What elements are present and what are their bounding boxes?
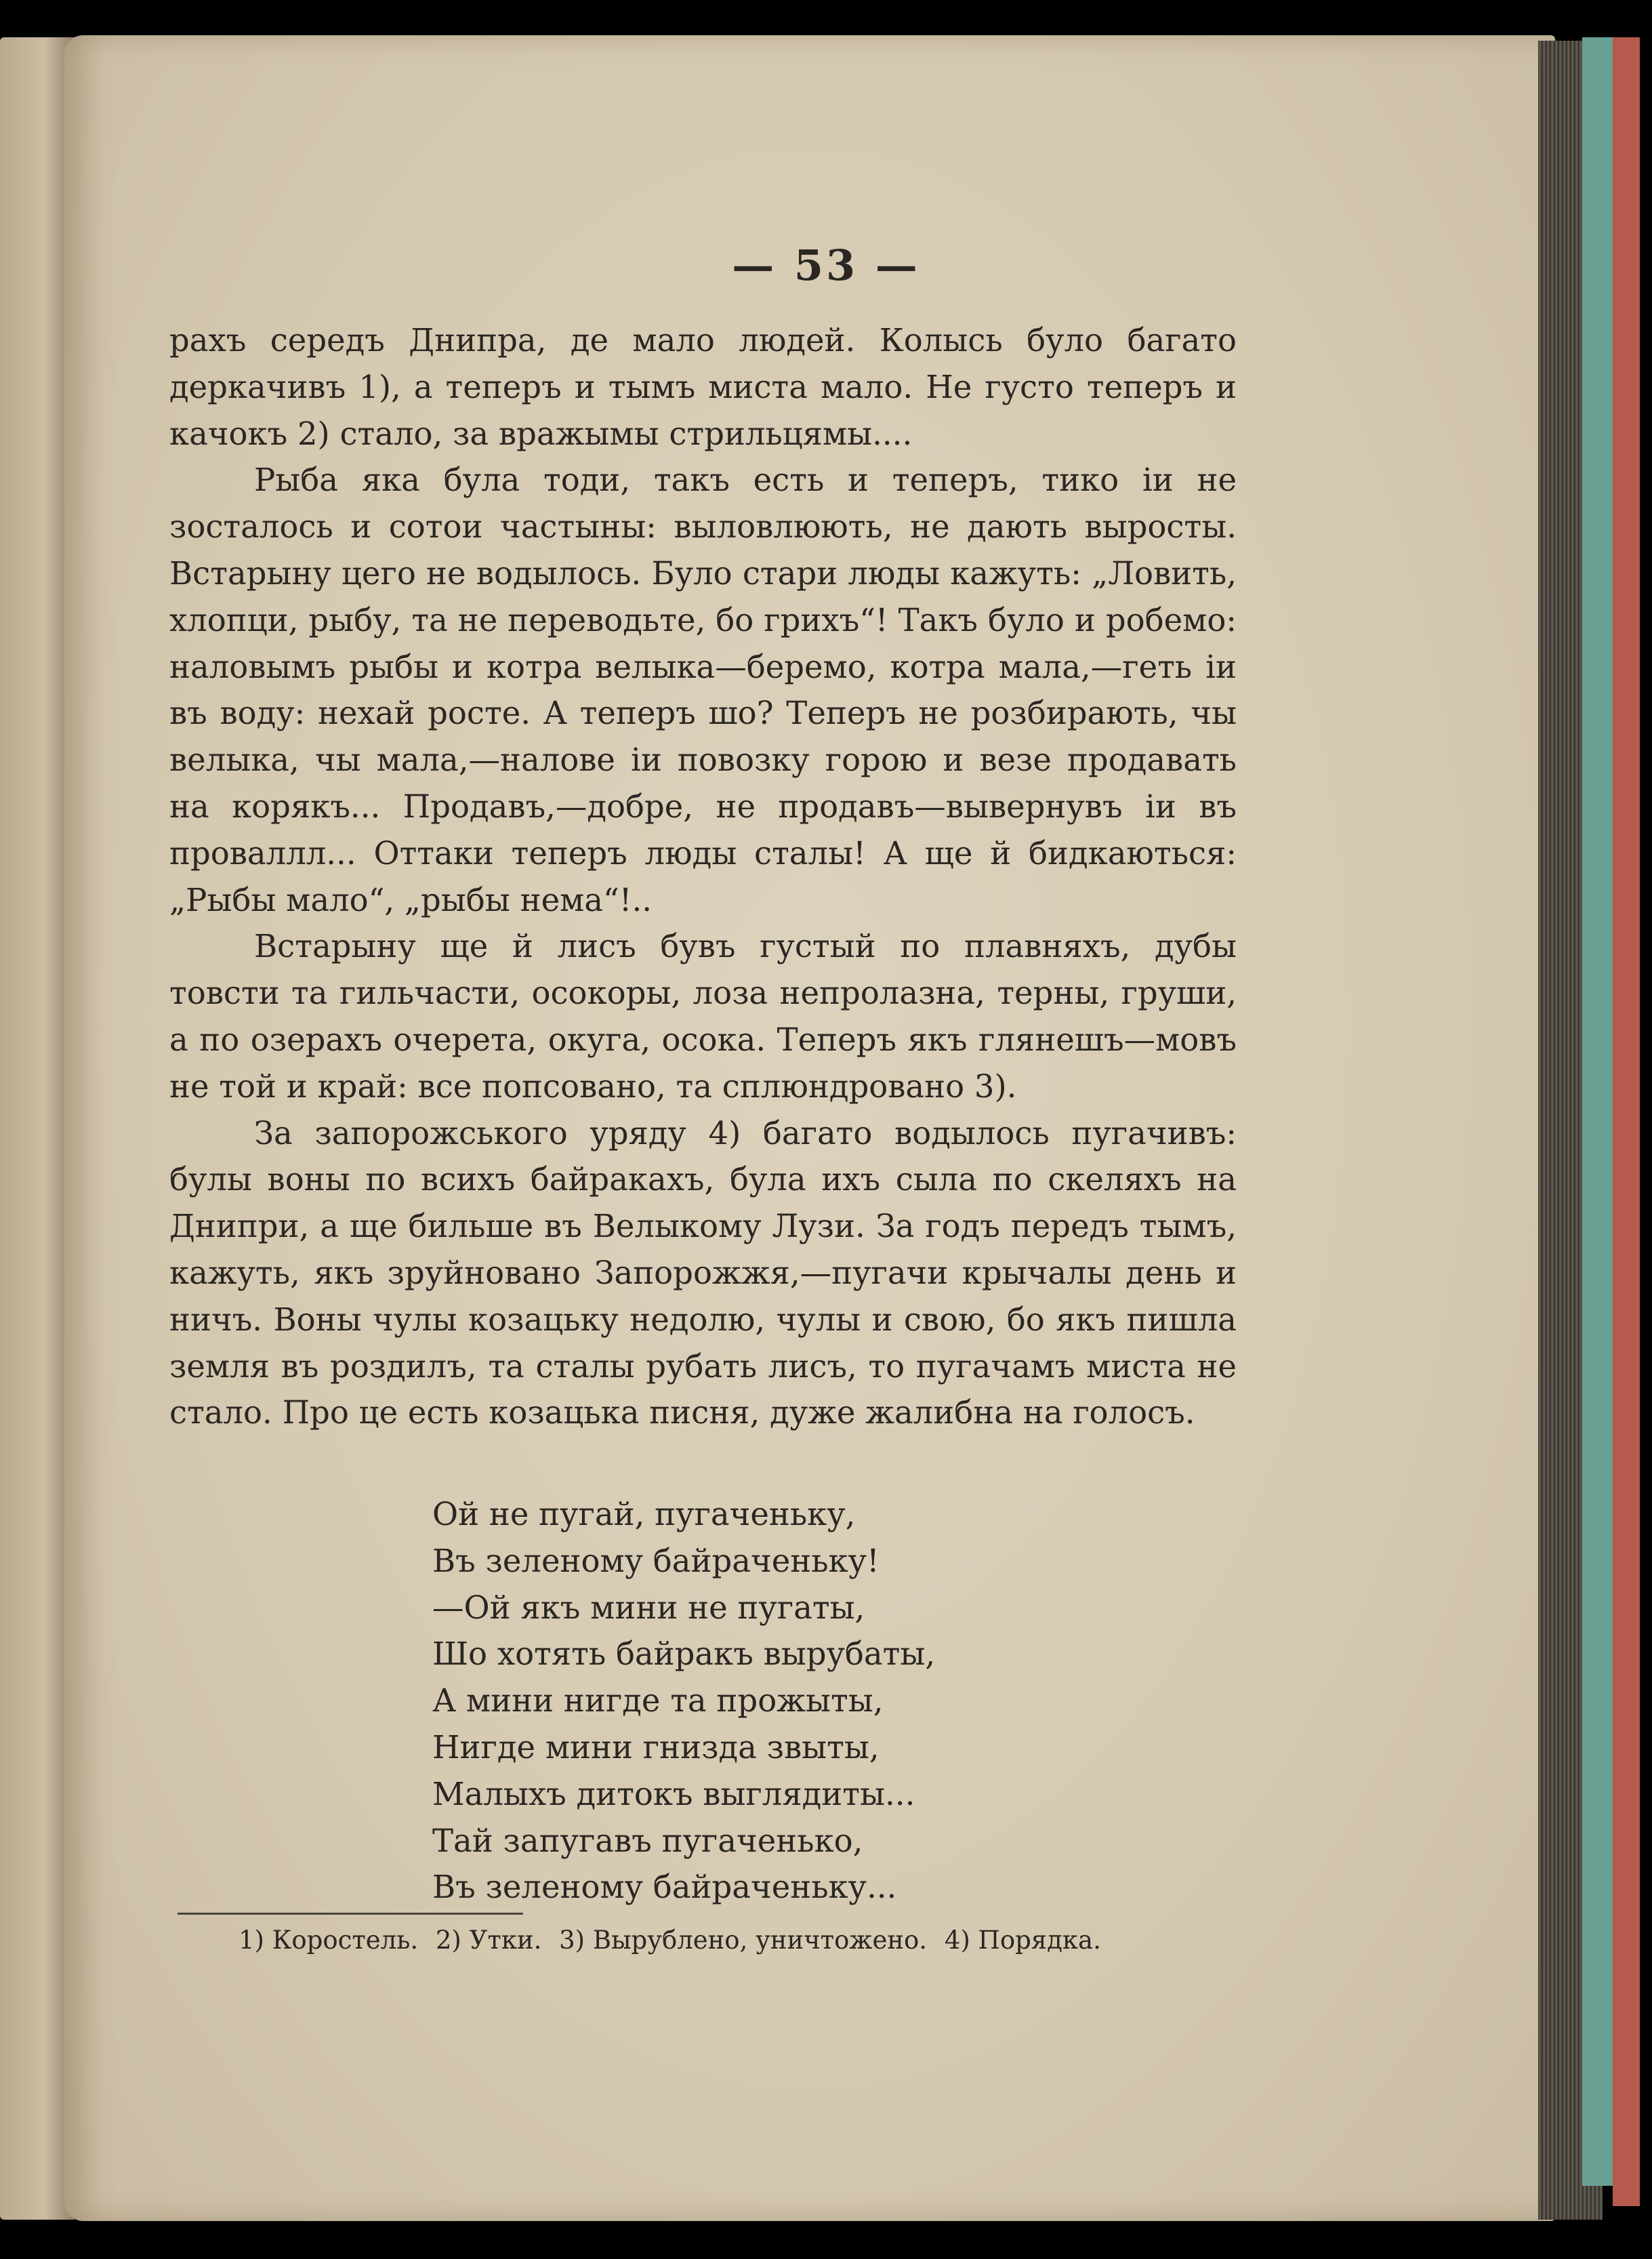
poem-line: Шо хотять байракъ вырубаты, [432,1635,936,1673]
paragraph: За запорожського уряду 4) багато водылось пугачивъ: булы воны по всихъ байракахъ, була ихъ сыла по скеляхъ на Днипри, а ще бильше въ Велыкому Лузи. За годъ передъ тымъ, кажуть, якъ зруйновано Запорожжя,—пугачи крычалы день и ничъ. Воны чулы козацьку недолю, чулы и свою, бо якъ пишла земля въ роздилъ, та сталы рубать лисъ, то пугачамъ миста не стало. Про це есть козацька писня, дуже жалибна на голосъ. [169,1114,1237,1431]
poem-line: —Ой якъ мини не пугаты, [432,1589,865,1626]
footnote: 4) Порядка. [944,1926,1101,1955]
poem-line: А мини нигде та прожыты, [432,1682,884,1719]
poem-line: Нигде мини гнизда звыты, [432,1728,880,1766]
paragraph: Встарыну ще й лисъ бувъ густый по плавняхъ, дубы товсти та гильчасти, осокоры, лоза непролазна, терны, груши, а по озерахъ очерета, окуга, осока. Теперъ якъ глянешъ—мовъ не той и край: все попсовано, та сплюндровано 3). [169,928,1237,1105]
poem-line: Ой не пугай, пугаченьку, [432,1496,856,1532]
footnote: 2) Утки. [435,1926,542,1955]
page-number: — 53 — [732,241,920,290]
poem-line: Тай запугавъ пугаченько, [432,1822,863,1859]
poem [432,1491,935,1911]
paragraph: Рыба яка була тоди, такъ есть и теперъ, тико іи не зосталось и сотои частыны: выловлюють, не дають выросты. Встарыну цего не водылось. Було стари люды кажуть: „Ловить, хлопци, рыбу, та не переводьте, бо грихъ“! Такъ було и робемо: наловымъ рыбы и котра велыка—беремо, котра мала,—геть іи въ воду: нехай росте. А теперъ шо? Теперъ не розбирають, чы велыка, чы мала,—налове іи повозку горою и везе продавать на корякъ... Продавъ,—добре, не продавъ—вывернувъ іи въ проваллл... Оттаки теперъ люды сталы! А ще й бидкаються: „Рыбы мало“, „рыбы нема“!.. [169,462,1237,918]
poem-line: Въ зеленому байраченьку... [432,1869,897,1906]
poem-line: Въ зеленому байраченьку! [432,1542,880,1579]
poem-line: Малыхъ дитокъ выглядиты... [432,1775,915,1812]
cover-edge-green [1582,37,1613,2186]
paragraph: рахъ середъ Днипра, де мало людей. Колысь було багато деркачивъ 1), а теперъ и тымъ миста мало. Не густо теперъ и качокъ 2) стало, за вражымы стрильцямы.... [169,322,1237,452]
footnote: 3) Вырублено, уничтожено. [559,1926,928,1955]
footnote-divider [178,1913,523,1915]
footnote: 1) Коростель. [239,1926,419,1955]
body-text [169,317,1237,1436]
cover-edge-red [1613,37,1640,2206]
previous-page-edge [0,37,75,2220]
footnotes [239,1924,1101,1957]
